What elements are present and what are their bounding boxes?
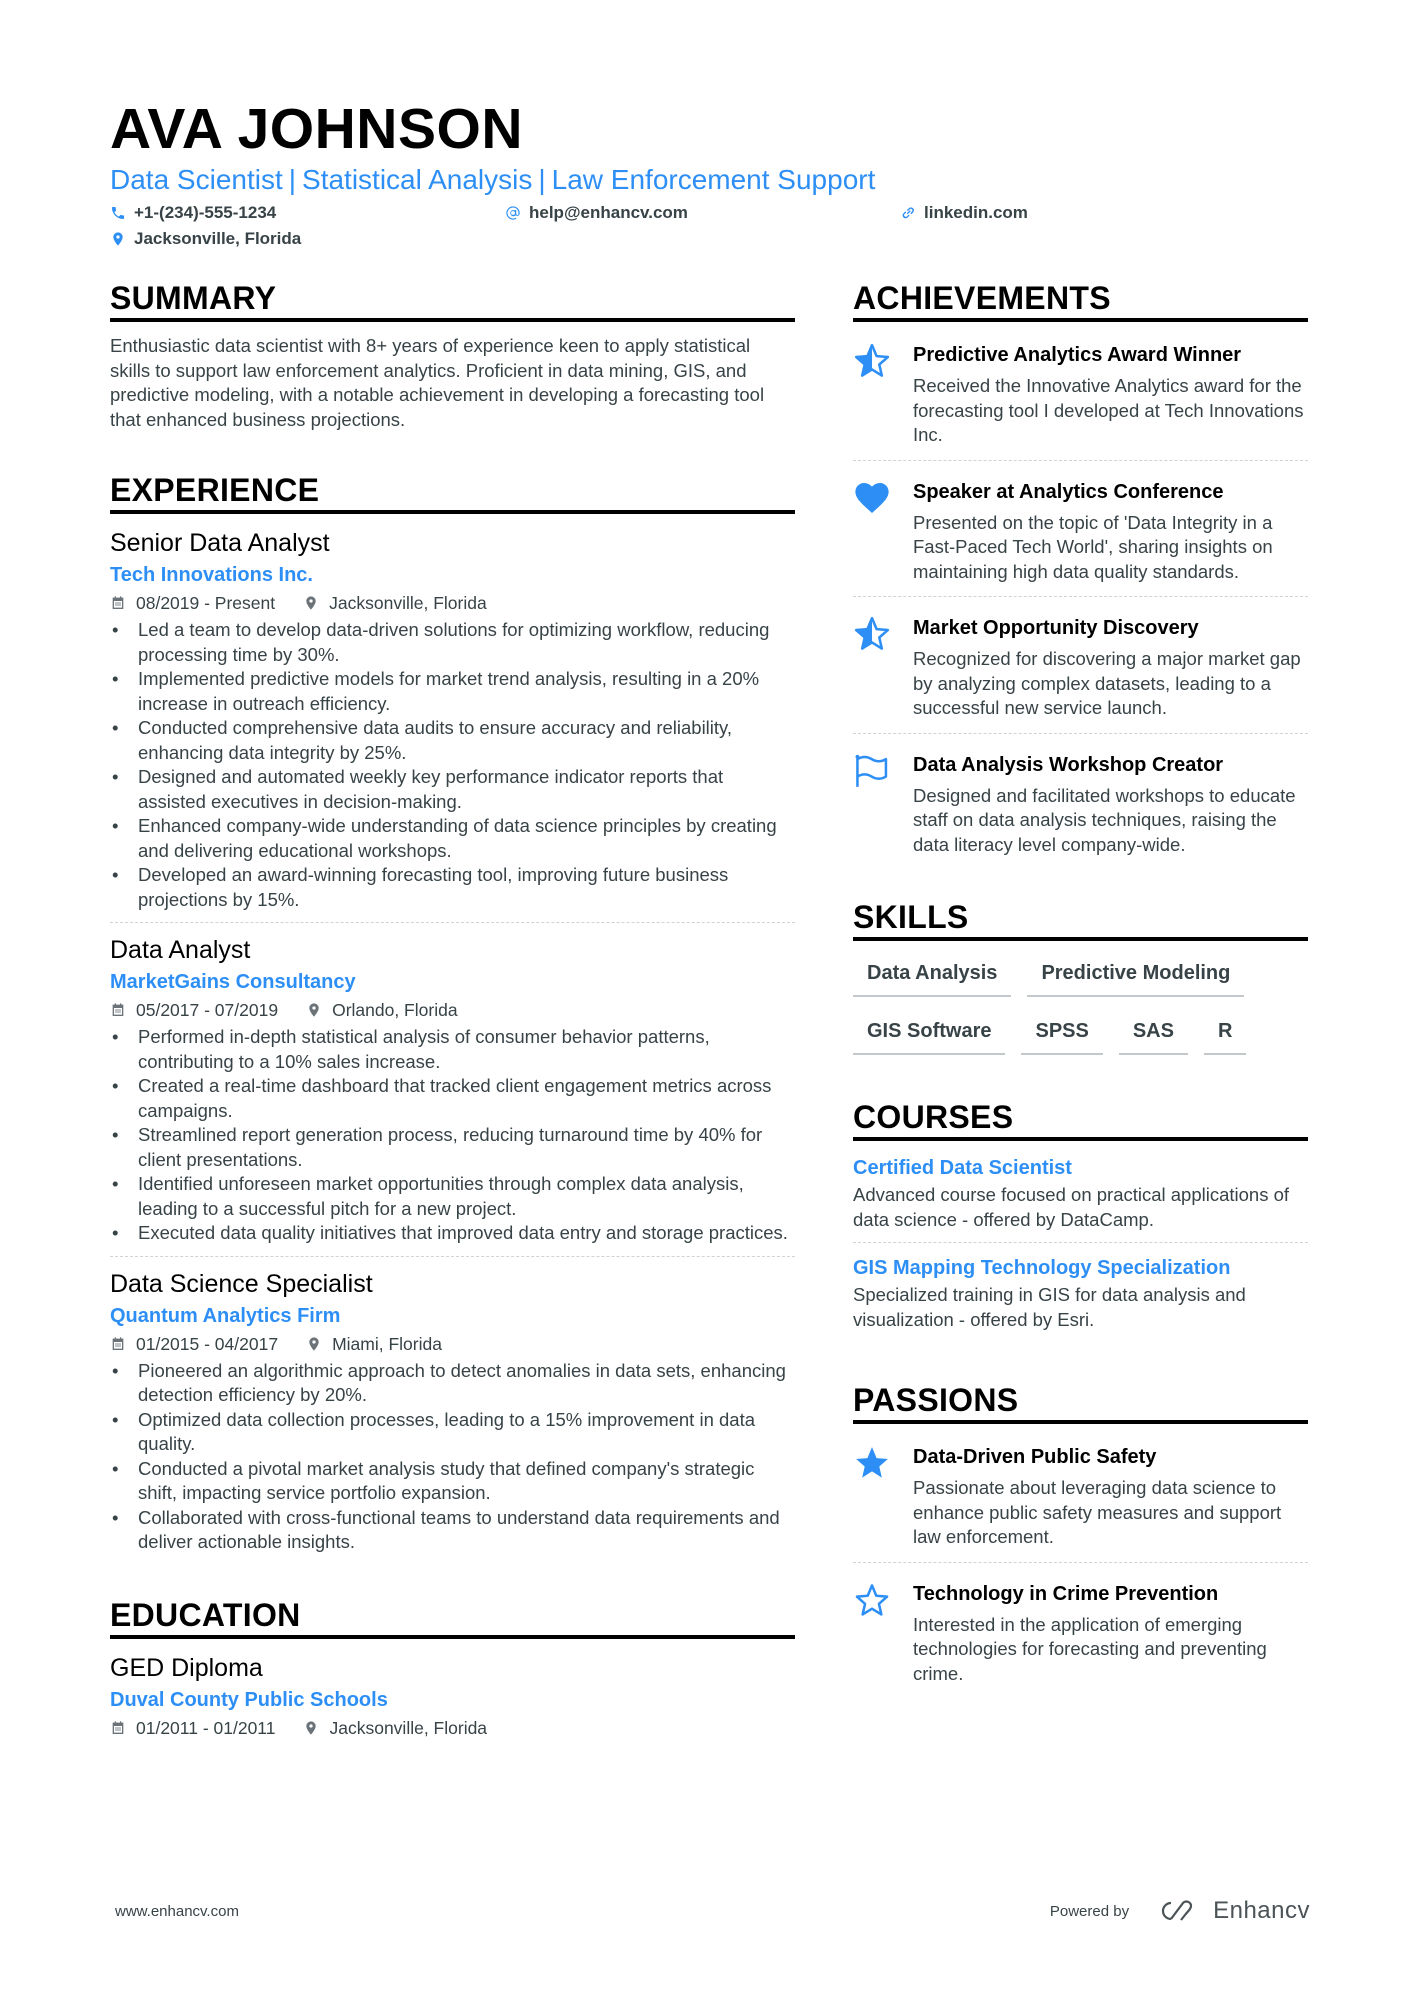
star-filled-icon (853, 1444, 891, 1482)
location-pin-icon (303, 1720, 319, 1736)
enhancv-brand-text: Enhancv (1213, 1897, 1310, 1924)
section-heading: EDUCATION (110, 1595, 795, 1639)
enhancv-logo-icon (1155, 1897, 1203, 1925)
contact-phone[interactable] (110, 200, 276, 226)
job-company: Tech Innovations Inc. (110, 564, 313, 586)
title-separator: | (538, 164, 546, 195)
achievement-icon-wrap (853, 340, 913, 448)
bullet-item: • Conducted a pivotal market analysis study that defined company's strategic shift, impacting service portfolio expansion. (110, 1457, 795, 1506)
section-heading: EXPERIENCE (110, 470, 795, 514)
achievement-desc: Recognized for discovering a major market gap by analyzing complex datasets, leading to a successful new service launch. (913, 648, 1301, 718)
experience-entry (110, 526, 795, 923)
achievement-body (913, 477, 1308, 585)
bullet-item: • Led a team to develop data-driven solutions for optimizing workflow, reducing processing time by 30%. (110, 618, 795, 667)
location-pin-icon (306, 1002, 322, 1018)
skill-tag: Data Analysis (853, 953, 1011, 997)
calendar-icon (110, 595, 126, 611)
passion-icon-wrap (853, 1442, 913, 1550)
section-heading: ACHIEVEMENTS (853, 278, 1308, 322)
passion-item (853, 1436, 1308, 1563)
passion-desc: Interested in the application of emerging technologies for forecasting and preventing crime. (913, 1613, 1267, 1684)
bullet-item: • Pioneered an algorithmic approach to detect anomalies in data sets, enhancing detection efficiency by 20%. (110, 1359, 795, 1408)
achievement-desc: Designed and facilitated workshops to educate staff on data analysis techniques, raising the data literacy level company-wide. (913, 784, 1296, 855)
passion-body (913, 1579, 1308, 1687)
skill-tag: R (1204, 1011, 1246, 1055)
calendar-icon (110, 1720, 126, 1736)
job-meta (110, 1331, 795, 1357)
skill-tag: SAS (1119, 1011, 1188, 1055)
achievement-icon-wrap (853, 477, 913, 585)
dates-text: 08/2019 - Present (136, 593, 276, 613)
skill-tag: Predictive Modeling (1027, 953, 1244, 997)
bullet-item: • Identified unforeseen market opportunities through complex data analysis, leading to a successful pitch for a new project. (110, 1172, 795, 1221)
bullet-item: • Performed in-depth statistical analysis of consumer behavior patterns, contributing to a 10% sales increase. (110, 1025, 795, 1074)
course-title: Certified Data Scientist (853, 1157, 1072, 1179)
dates-text: 01/2015 - 04/2017 (136, 1333, 279, 1354)
education-location (303, 1715, 487, 1741)
job-location (306, 997, 457, 1023)
location-pin-icon (110, 231, 126, 247)
job-dates (110, 1331, 278, 1357)
star-half-icon (853, 615, 891, 653)
bullet-item: • Conducted comprehensive data audits to ensure accuracy and reliability, enhancing data integrity by 25%. (110, 716, 795, 765)
contact-linkedin[interactable] (900, 200, 1028, 226)
achievement-body (913, 750, 1308, 858)
bullet-item: • Designed and automated weekly key performance indicator reports that assisted executives in decision-making. (110, 765, 795, 814)
candidate-name: AVA JOHNSON (110, 97, 523, 161)
skill-tag: SPSS (1021, 1011, 1102, 1055)
dates-text: 05/2017 - 07/2019 (136, 1000, 279, 1020)
bullet-item: • Streamlined report generation process, reducing turnaround time by 40% for client presentations. (110, 1123, 795, 1172)
bullet-item: • Collaborated with cross-functional teams to understand data requirements and deliver actionable insights. (110, 1506, 795, 1555)
job-dates (110, 590, 275, 616)
dates-text: 01/2011 - 01/2011 (136, 1717, 276, 1738)
job-location (303, 590, 487, 616)
passion-desc: Passionate about leveraging data science to enhance public safety measures and support law enforcement. (913, 1477, 1282, 1547)
achievement-title: Data Analysis Workshop Creator (913, 753, 1224, 776)
title-separator: | (288, 164, 297, 195)
passion-item (853, 1573, 1308, 1699)
school: Duval County Public Schools (110, 1688, 388, 1711)
achievement-item (853, 744, 1308, 870)
enhancv-logo[interactable] (1155, 1897, 1310, 1925)
location-pin-icon (306, 1336, 322, 1352)
achievement-body (913, 340, 1308, 448)
footer-website-link[interactable]: www.enhancv.com (115, 1902, 239, 1920)
job-bullets (110, 1359, 795, 1555)
location-text: Jacksonville, Florida (329, 1717, 488, 1738)
job-role: Senior Data Analyst (110, 529, 330, 557)
passions-section (853, 1380, 1308, 1698)
job-role: Data Analyst (110, 936, 251, 964)
location-text: Orlando, Florida (332, 1000, 458, 1020)
job-meta (110, 997, 795, 1023)
left-column (110, 278, 795, 1791)
course-item (853, 1253, 1308, 1342)
achievement-icon-wrap (853, 750, 913, 858)
skill-tag: GIS Software (853, 1011, 1005, 1055)
section-heading: PASSIONS (853, 1380, 1308, 1424)
achievement-title: Predictive Analytics Award Winner (913, 344, 1242, 366)
job-bullets (110, 1025, 795, 1246)
summary-section (110, 278, 795, 432)
linkedin-text: linkedin.com (924, 203, 1028, 222)
job-role: Data Science Specialist (110, 1269, 373, 1298)
star-half-icon (853, 342, 891, 380)
title-part: Data Scientist (110, 164, 283, 195)
course-desc: Advanced course focused on practical applications of data science - offered by DataCamp. (853, 1184, 1290, 1230)
job-bullets (110, 618, 795, 912)
email-text: help@enhancv.com (529, 203, 688, 222)
courses-section (853, 1097, 1308, 1342)
contact-email[interactable] (505, 200, 688, 226)
summary-text: Enthusiastic data scientist with 8+ years of experience keen to apply statistical skills to support law enforcement analytics. Proficient in data mining, GIS, and predictive modeling, with a notable achievement in developing a forecasting tool that enhanced business projections. (110, 335, 765, 430)
achievement-title: Speaker at Analytics Conference (913, 480, 1224, 503)
bullet-item: • Created a real-time dashboard that tracked client engagement metrics across campaigns. (110, 1074, 795, 1123)
star-outline-icon (853, 1581, 891, 1619)
job-dates (110, 997, 278, 1023)
experience-entry (110, 933, 795, 1257)
achievement-icon-wrap (853, 613, 913, 721)
location-text: Jacksonville, Florida (134, 229, 302, 248)
at-icon (505, 205, 521, 221)
education-entry (110, 1651, 795, 1753)
heart-icon (853, 479, 891, 517)
section-heading: SKILLS (853, 897, 1308, 941)
candidate-title (110, 162, 1310, 198)
experience-entry (110, 1267, 795, 1565)
passion-body (913, 1442, 1308, 1550)
right-column (853, 278, 1308, 1736)
passion-icon-wrap (853, 1579, 913, 1687)
achievement-title: Market Opportunity Discovery (913, 617, 1199, 639)
experience-section (110, 470, 795, 1565)
job-meta (110, 590, 795, 616)
powered-by (1050, 1897, 1310, 1925)
course-item (853, 1153, 1308, 1243)
location-pin-icon (303, 595, 319, 611)
title-part: Statistical Analysis (302, 164, 533, 195)
degree: GED Diploma (110, 1653, 263, 1682)
phone-icon (110, 205, 126, 221)
bullet-item: • Optimized data collection processes, leading to a 15% improvement in data quality. (110, 1408, 795, 1457)
skills-list (853, 953, 1308, 1069)
contact-info (110, 200, 1310, 254)
page-footer (115, 1896, 1310, 1926)
link-icon (900, 205, 916, 221)
resume-header (110, 96, 1310, 254)
flag-icon (853, 752, 891, 790)
achievement-item (853, 334, 1308, 461)
achievement-desc: Presented on the topic of 'Data Integrity in a Fast-Paced Tech World', sharing insights on maintaining high data quality standards. (913, 511, 1273, 582)
achievements-section (853, 278, 1308, 869)
passion-title: Data-Driven Public Safety (913, 1446, 1157, 1468)
course-desc: Specialized training in GIS for data analysis and visualization - offered by Esri. (853, 1284, 1246, 1330)
job-location (306, 1331, 442, 1357)
bullet-item: • Implemented predictive models for market trend analysis, resulting in a 20% increase in outreach efficiency. (110, 667, 795, 716)
achievement-desc: Received the Innovative Analytics award for the forecasting tool I developed at Tech Innovations Inc. (913, 375, 1304, 445)
location-text: Jacksonville, Florida (329, 593, 487, 613)
achievement-item (853, 471, 1308, 598)
location-text: Miami, Florida (332, 1333, 442, 1354)
education-section (110, 1595, 795, 1753)
section-heading: SUMMARY (110, 278, 795, 322)
bullet-item: • Executed data quality initiatives that improved data entry and storage practices. (110, 1221, 795, 1246)
skills-section (853, 897, 1308, 1069)
job-company: MarketGains Consultancy (110, 971, 356, 993)
title-part: Law Enforcement Support (551, 164, 876, 195)
calendar-icon (110, 1336, 126, 1352)
education-dates (110, 1715, 275, 1741)
powered-by-label: Powered by (1049, 1902, 1130, 1920)
bullet-item: • Developed an award-winning forecasting tool, improving future business projections by 15%. (110, 863, 795, 912)
section-heading: COURSES (853, 1097, 1308, 1141)
calendar-icon (110, 1002, 126, 1018)
contact-location (110, 226, 301, 252)
course-title: GIS Mapping Technology Specialization (853, 1257, 1231, 1279)
bullet-item: • Enhanced company-wide understanding of data science principles by creating and delivering educational workshops. (110, 814, 795, 863)
achievement-body (913, 613, 1308, 721)
education-meta (110, 1715, 795, 1741)
phone-text: +1-(234)-555-1234 (134, 203, 277, 222)
achievement-item (853, 607, 1308, 734)
passion-title: Technology in Crime Prevention (913, 1582, 1219, 1605)
job-company: Quantum Analytics Firm (110, 1304, 341, 1327)
